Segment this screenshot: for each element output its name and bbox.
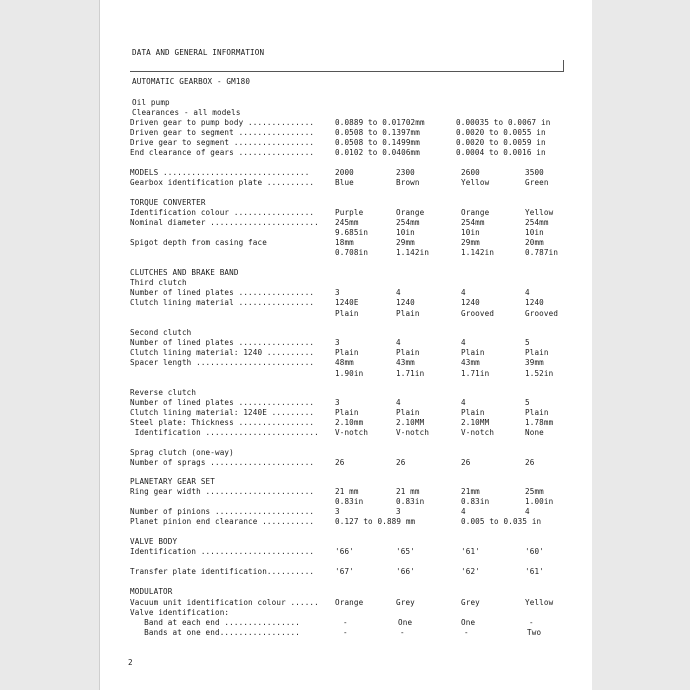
vacuum-value: Grey bbox=[396, 598, 415, 607]
third-plates-value: 4 bbox=[396, 288, 401, 297]
pinions-label: Number of pinions ..................... bbox=[130, 507, 315, 516]
third-material-value: 1240 bbox=[461, 298, 480, 307]
tc-diameter-in: 9.685in bbox=[335, 228, 369, 237]
transfer-plate-label: Transfer plate identification.......... bbox=[130, 567, 315, 576]
transfer-plate-value: '62' bbox=[461, 567, 480, 576]
sprag-heading: Sprag clutch (one-way) bbox=[130, 448, 234, 457]
vacuum-value: Orange bbox=[335, 598, 364, 607]
tc-diameter-mm: 245mm bbox=[335, 218, 359, 227]
tc-colour-value: Purple bbox=[335, 208, 364, 217]
reverse-plates-value: 3 bbox=[335, 398, 340, 407]
second-material-label: Clutch lining material: 1240 .......... bbox=[130, 348, 315, 357]
valve-ident-label: Identification ........................ bbox=[130, 547, 315, 556]
plate-value: Brown bbox=[396, 178, 420, 187]
steel-ident-value: V-notch bbox=[335, 428, 369, 437]
tc-colour-value: Orange bbox=[396, 208, 425, 217]
ring-gear-in: 1.00in bbox=[525, 497, 554, 506]
spacer-mm: 43mm bbox=[396, 358, 415, 367]
third-material-label: Clutch lining material ................ bbox=[130, 298, 315, 307]
third-clutch-heading: Third clutch bbox=[130, 278, 187, 287]
models-label: MODELS ............................... bbox=[130, 168, 310, 177]
band-one-label: Bands at one end................. bbox=[130, 628, 300, 637]
tc-spigot-mm: 18mm bbox=[335, 238, 354, 247]
tc-diameter-in: 10in bbox=[396, 228, 415, 237]
second-material-value: Plain bbox=[525, 348, 549, 357]
oil-pump-row-imperial: 0.00035 to 0.0067 in bbox=[456, 118, 551, 127]
second-clutch-heading: Second clutch bbox=[130, 328, 192, 337]
band-one-value: - bbox=[400, 628, 405, 637]
oil-pump-row-imperial: 0.0020 to 0.0055 in bbox=[456, 128, 546, 137]
spacer-in: 1.52in bbox=[525, 369, 554, 378]
third-plates-value: 4 bbox=[525, 288, 530, 297]
ring-gear-mm: 21 mm bbox=[335, 487, 359, 496]
third-plates-value: 3 bbox=[335, 288, 340, 297]
band-each-value: One bbox=[461, 618, 476, 627]
section-rule-tick bbox=[563, 60, 564, 72]
reverse-material-value: Plain bbox=[396, 408, 420, 417]
valve-identification-label: Valve identification: bbox=[130, 608, 230, 617]
ring-gear-mm: 21 mm bbox=[396, 487, 420, 496]
sprag-label: Number of sprags ...................... bbox=[130, 458, 315, 467]
oil-pump-row-metric: 0.0508 to 0.1397mm bbox=[335, 128, 420, 137]
model-2300: 2300 bbox=[396, 168, 415, 177]
end-clearance-metric: 0.127 to 0.889 mm bbox=[335, 517, 416, 526]
oil-pump-row-metric: 0.0508 to 0.1499mm bbox=[335, 138, 420, 147]
steel-ident-value: V-notch bbox=[461, 428, 495, 437]
valve-ident-value: '60' bbox=[525, 547, 544, 556]
spacer-in: 1.90in bbox=[335, 369, 364, 378]
oil-pump-row-imperial: 0.0020 to 0.0059 in bbox=[456, 138, 546, 147]
tc-diameter-in: 10in bbox=[461, 228, 480, 237]
tc-diameter-in: 10in bbox=[525, 228, 544, 237]
tc-colour-value: Yellow bbox=[525, 208, 554, 217]
second-material-value: Plain bbox=[461, 348, 485, 357]
band-one-value: - bbox=[343, 628, 348, 637]
reverse-plates-value: 5 bbox=[525, 398, 530, 407]
steel-ident-value: V-notch bbox=[396, 428, 430, 437]
steel-plate-value: 1.78mm bbox=[525, 418, 554, 427]
model-3500: 3500 bbox=[525, 168, 544, 177]
plate-label: Gearbox identification plate .......... bbox=[130, 178, 315, 187]
tc-spigot-mm: 29mm bbox=[461, 238, 480, 247]
vacuum-value: Yellow bbox=[525, 598, 554, 607]
tc-diameter-mm: 254mm bbox=[461, 218, 485, 227]
second-material-value: Plain bbox=[335, 348, 359, 357]
oil-pump-row-label: Driven gear to segment ................ bbox=[130, 128, 315, 137]
reverse-plates-label: Number of lined plates ................ bbox=[130, 398, 315, 407]
band-each-label: Band at each end ................ bbox=[130, 618, 300, 627]
transfer-plate-value: '61' bbox=[525, 567, 544, 576]
spacer-in: 1.71in bbox=[461, 369, 490, 378]
model-2000: 2000 bbox=[335, 168, 354, 177]
steel-ident-label: Identification ........................ bbox=[130, 428, 319, 437]
document-page bbox=[100, 0, 592, 690]
oil-pump-row-metric: 0.0889 to 0.01702mm bbox=[335, 118, 425, 127]
model-2600: 2600 bbox=[461, 168, 480, 177]
reverse-material-value: Plain bbox=[525, 408, 549, 417]
tc-spigot-mm: 20mm bbox=[525, 238, 544, 247]
ring-gear-in: 0.83in bbox=[396, 497, 425, 506]
tc-diameter-mm: 254mm bbox=[525, 218, 549, 227]
valve-ident-value: '61' bbox=[461, 547, 480, 556]
second-plates-value: 3 bbox=[335, 338, 340, 347]
spacer-in: 1.71in bbox=[396, 369, 425, 378]
steel-plate-value: 2.10MM bbox=[461, 418, 490, 427]
oil-pump-row-label: End clearance of gears ................ bbox=[130, 148, 315, 157]
transfer-plate-value: '67' bbox=[335, 567, 354, 576]
page-title: DATA AND GENERAL INFORMATION bbox=[132, 48, 265, 57]
tc-colour-value: Orange bbox=[461, 208, 490, 217]
second-plates-value: 5 bbox=[525, 338, 530, 347]
page-number: 2 bbox=[128, 658, 133, 667]
band-each-value: - bbox=[529, 618, 534, 627]
oil-pump-row-label: Driven gear to pump body .............. bbox=[130, 118, 315, 127]
third-finish-value: Plain bbox=[396, 309, 420, 318]
third-finish-value: Plain bbox=[335, 309, 359, 318]
second-plates-value: 4 bbox=[396, 338, 401, 347]
third-plates-value: 4 bbox=[461, 288, 466, 297]
spacer-mm: 48mm bbox=[335, 358, 354, 367]
steel-plate-value: 2.10MM bbox=[396, 418, 425, 427]
second-plates-label: Number of lined plates ................ bbox=[130, 338, 315, 347]
plate-value: Green bbox=[525, 178, 549, 187]
band-one-value: Two bbox=[527, 628, 542, 637]
third-material-value: 1240E bbox=[335, 298, 359, 307]
sprag-value: 26 bbox=[525, 458, 535, 467]
transfer-plate-value: '66' bbox=[396, 567, 415, 576]
band-each-value: One bbox=[398, 618, 413, 627]
band-one-value: - bbox=[464, 628, 469, 637]
tc-spigot-in: 0.708in bbox=[335, 248, 369, 257]
tc-spigot-mm: 29mm bbox=[396, 238, 415, 247]
second-plates-value: 4 bbox=[461, 338, 466, 347]
oil-pump-heading: Oil pump bbox=[132, 98, 170, 107]
pinions-value: 3 bbox=[396, 507, 401, 516]
third-finish-value: Grooved bbox=[525, 309, 559, 318]
valve-body-heading: VALVE BODY bbox=[130, 537, 178, 546]
valve-ident-value: '66' bbox=[335, 547, 354, 556]
section-rule bbox=[130, 71, 564, 72]
spacer-mm: 39mm bbox=[525, 358, 544, 367]
vacuum-value: Grey bbox=[461, 598, 480, 607]
sprag-value: 26 bbox=[396, 458, 406, 467]
ring-gear-label: Ring gear width ....................... bbox=[130, 487, 315, 496]
reverse-material-label: Clutch lining material: 1240E ......... bbox=[130, 408, 315, 417]
clutches-heading: CLUTCHES AND BRAKE BAND bbox=[130, 268, 239, 277]
band-each-value: - bbox=[343, 618, 348, 627]
section-title: AUTOMATIC GEARBOX - GM180 bbox=[132, 77, 251, 86]
pinions-value: 4 bbox=[461, 507, 466, 516]
third-finish-value: Grooved bbox=[461, 309, 495, 318]
tc-spigot-label: Spigot depth from casing face bbox=[130, 238, 267, 247]
tc-spigot-in: 0.787in bbox=[525, 248, 559, 257]
end-clearance-imperial: 0.005 to 0.035 in bbox=[461, 517, 542, 526]
third-material-value: 1240 bbox=[396, 298, 415, 307]
plate-value: Yellow bbox=[461, 178, 490, 187]
third-plates-label: Number of lined plates ................ bbox=[130, 288, 315, 297]
ring-gear-in: 0.83in bbox=[461, 497, 490, 506]
oil-pump-row-imperial: 0.0004 to 0.0016 in bbox=[456, 148, 546, 157]
oil-pump-subheading: Clearances - all models bbox=[132, 108, 241, 117]
reverse-clutch-heading: Reverse clutch bbox=[130, 388, 197, 397]
oil-pump-row-metric: 0.0102 to 0.0406mm bbox=[335, 148, 420, 157]
reverse-material-value: Plain bbox=[461, 408, 485, 417]
sprag-value: 26 bbox=[335, 458, 345, 467]
end-clearance-label: Planet pinion end clearance ........... bbox=[130, 517, 315, 526]
reverse-plates-value: 4 bbox=[396, 398, 401, 407]
modulator-heading: MODULATOR bbox=[130, 587, 173, 596]
pinions-value: 4 bbox=[525, 507, 530, 516]
tc-spigot-in: 1.142in bbox=[396, 248, 430, 257]
second-material-value: Plain bbox=[396, 348, 420, 357]
tc-diameter-mm: 254mm bbox=[396, 218, 420, 227]
spacer-label: Spacer length ......................... bbox=[130, 358, 315, 367]
ring-gear-mm: 21mm bbox=[461, 487, 480, 496]
steel-plate-label: Steel plate: Thickness ................ bbox=[130, 418, 315, 427]
ring-gear-in: 0.83in bbox=[335, 497, 364, 506]
sprag-value: 26 bbox=[461, 458, 471, 467]
plate-value: Blue bbox=[335, 178, 354, 187]
pinions-value: 3 bbox=[335, 507, 340, 516]
torque-converter-heading: TORQUE CONVERTER bbox=[130, 198, 206, 207]
planetary-heading: PLANETARY GEAR SET bbox=[130, 477, 215, 486]
steel-ident-value: None bbox=[525, 428, 544, 437]
reverse-material-value: Plain bbox=[335, 408, 359, 417]
steel-plate-value: 2.10mm bbox=[335, 418, 364, 427]
vacuum-label: Vacuum unit identification colour ...... bbox=[130, 598, 319, 607]
oil-pump-row-label: Drive gear to segment ................. bbox=[130, 138, 315, 147]
valve-ident-value: '65' bbox=[396, 547, 415, 556]
ring-gear-mm: 25mm bbox=[525, 487, 544, 496]
third-material-value: 1240 bbox=[525, 298, 544, 307]
spacer-mm: 43mm bbox=[461, 358, 480, 367]
reverse-plates-value: 4 bbox=[461, 398, 466, 407]
tc-diameter-label: Nominal diameter ....................... bbox=[130, 218, 319, 227]
tc-colour-label: Identification colour ................. bbox=[130, 208, 315, 217]
tc-spigot-in: 1.142in bbox=[461, 248, 495, 257]
